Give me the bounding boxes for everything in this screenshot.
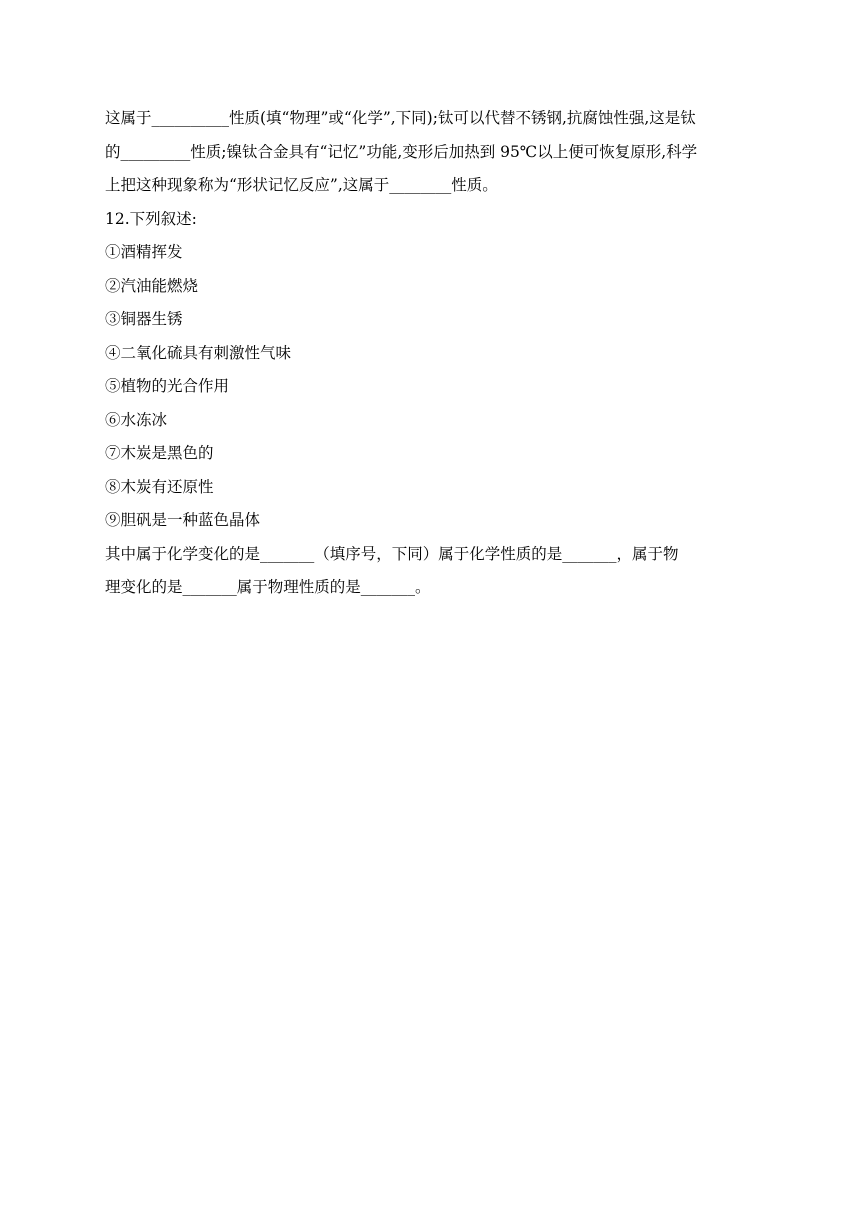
text-line: 其中属于化学变化的是_______（填序号，下同）属于化学性质的是_______，属于物 [105, 544, 679, 563]
list-item: ④二氧化硫具有刺激性气味 [105, 343, 292, 362]
list-item: ⑧木炭有还原性 [105, 477, 214, 496]
text-line: 的_________性质;镍钛合金具有“记忆”功能,变形后加热到 95℃以上便可恢复原形,科学 [105, 142, 698, 161]
text-line: 上把这种现象称为“形状记忆反应”,这属于________性质。 [105, 176, 498, 194]
list-item: ⑥水冻冰 [105, 410, 168, 429]
list-item: ③铜器生锈 [105, 310, 183, 328]
text-line: 这属于__________性质(填“物理”或“化学”,下同);钛可以代替不锈钢,抗腐蚀性强,这是钛 [105, 109, 696, 127]
text-line: 理变化的是_______属于物理性质的是_______。 [105, 578, 431, 596]
list-item: ①酒精挥发 [105, 243, 183, 261]
list-item: ⑨胆矾是一种蓝色晶体 [105, 511, 261, 529]
list-item: ⑦木炭是黑色的 [105, 444, 214, 462]
list-item: ②汽油能燃烧 [105, 276, 199, 295]
question-text-block [105, 102, 765, 605]
list-item: ⑤植物的光合作用 [105, 377, 230, 395]
question-number-line: 12.下列叙述: [105, 209, 197, 228]
